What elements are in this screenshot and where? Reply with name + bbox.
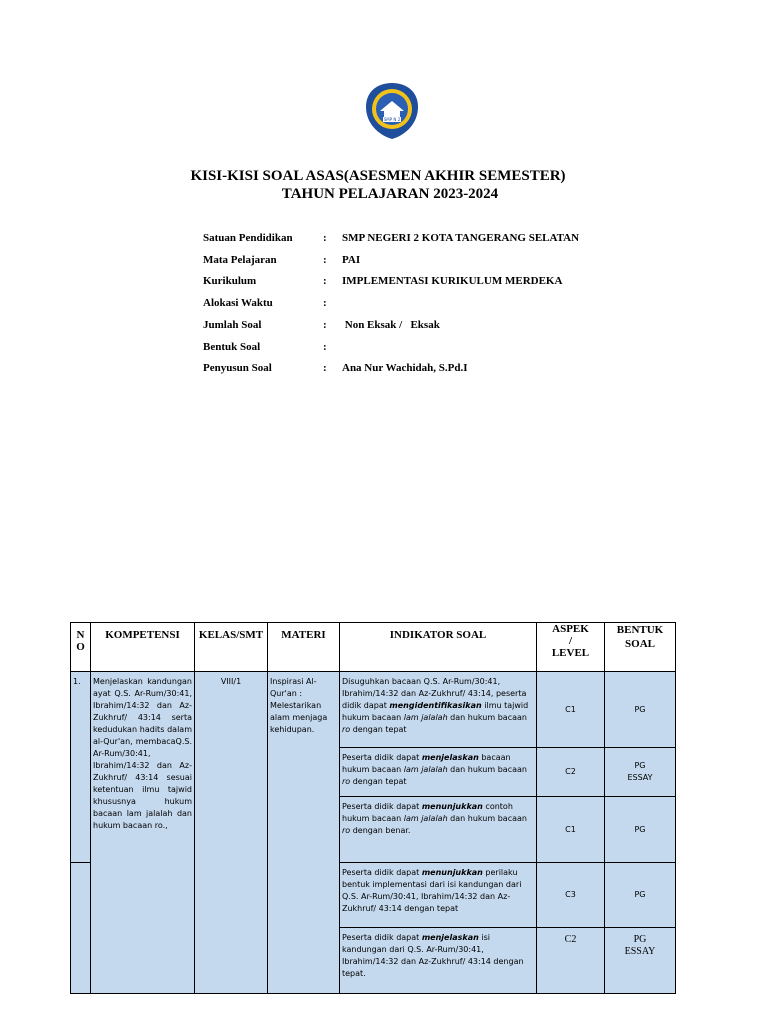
cell-aspek: C1: [537, 672, 605, 748]
info-label: Kurikulum: [203, 275, 257, 287]
logo-text: SMP N 2: [383, 117, 401, 122]
info-label: Alokasi Waktu: [203, 297, 273, 309]
cell-indikator: Peserta didik dapat menunjukkan perilaku bentuk implementasi dari isi kandungan dari Q.S. Ar-Rum/30:41, Ibrahim/14:32 dan Az-Zukhruf/ 43:14 dengan tepat: [340, 863, 537, 928]
header-kompetensi: KOMPETENSI: [91, 623, 195, 672]
header-no: N O: [71, 623, 91, 672]
table-row: [71, 672, 676, 748]
header-bentuk: BENTUK SOAL: [605, 623, 676, 672]
school-logo: [362, 81, 422, 141]
cell-aspek: C2: [537, 748, 605, 797]
info-label: Jumlah Soal: [203, 319, 262, 331]
cell-kompetensi: Menjelaskan kandungan ayat Q.S. Ar-Rum/30:41, Ibrahim/14:32 dan Az-Zukhruf/ 43:14 serta kedudukan hadits dalam al-Qur'an, membacaQ.S. Ar-Rum/30:41, Ibrahim/14:32 dan Az-Zukhruf/ 43:14 sesuai ketentuan ilmu tajwid khususnya hukum bacaan lam jalalah dan hukum bacaan ro.,: [91, 672, 195, 994]
header-aspek: ASPEK / LEVEL: [537, 623, 605, 672]
info-value: SMP NEGERI 2 KOTA TANGERANG SELATAN: [342, 232, 580, 244]
cell-aspek: C1: [537, 797, 605, 863]
cell-indikator: Peserta didik dapat menjelaskan bacaan hukum bacaan lam jalalah dan hukum bacaan ro dengan tepat: [340, 748, 537, 797]
cell-bentuk: PG ESSAY: [605, 928, 676, 994]
info-value: Ana Nur Wachidah, S.Pd.I: [342, 362, 468, 374]
cell-kelas: VIII/1: [195, 672, 268, 994]
table-header-row: [71, 623, 676, 672]
kisi-kisi-table: [70, 622, 675, 994]
info-colon: :: [323, 275, 327, 287]
header-materi: MATERI: [268, 623, 340, 672]
info-colon: :: [323, 254, 327, 266]
info-colon: :: [323, 297, 327, 309]
cell-bentuk: PG: [605, 797, 676, 863]
document-subtitle: TAHUN PELAJARAN 2023-2024: [281, 186, 499, 202]
cell-bentuk: PG: [605, 672, 676, 748]
cell-indikator: Peserta didik dapat menjelaskan isi kandungan dari Q.S. Ar-Rum/30:41, Ibrahim/14:32 dan Az-Zukhruf/ 43:14 dengan tepat.: [340, 928, 537, 994]
cell-no: 1.: [71, 672, 91, 863]
info-colon: :: [323, 362, 327, 374]
header-indikator: INDIKATOR SOAL: [340, 623, 537, 672]
info-colon: :: [323, 319, 327, 331]
info-value: IMPLEMENTASI KURIKULUM MERDEKA: [342, 275, 563, 287]
document-title: KISI-KISI SOAL ASAS(ASESMEN AKHIR SEMESTER): [190, 168, 566, 184]
cell-materi: Inspirasi Al-Qur'an : Melestarikan alam menjaga kehidupan.: [268, 672, 340, 994]
info-label: Satuan Pendidikan: [203, 232, 293, 244]
info-label: Penyusun Soal: [203, 362, 272, 374]
info-label: Mata Pelajaran: [203, 254, 277, 266]
info-colon: :: [323, 232, 327, 244]
info-value: Non Eksak / Eksak: [342, 319, 440, 331]
header-kelas: KELAS/SMT: [195, 623, 268, 672]
info-label: Bentuk Soal: [203, 341, 261, 353]
cell-no-empty: [71, 863, 91, 994]
cell-bentuk: PG ESSAY: [605, 748, 676, 797]
cell-indikator: Disuguhkan bacaan Q.S. Ar-Rum/30:41, Ibrahim/14:32 dan Az-Zukhruf/ 43:14, peserta didik dapat mengidentifikasikan ilmu tajwid hukum bacaan lam jalalah dan hukum bacaan ro dengan tepat: [340, 672, 537, 748]
info-colon: :: [323, 341, 327, 353]
cell-indikator: Peserta didik dapat menunjukkan contoh hukum bacaan lam jalalah dan hukum bacaan ro dengan benar.: [340, 797, 537, 863]
info-value: PAI: [342, 254, 361, 266]
cell-aspek: C3: [537, 863, 605, 928]
cell-bentuk: PG: [605, 863, 676, 928]
cell-aspek: C2: [537, 928, 605, 994]
